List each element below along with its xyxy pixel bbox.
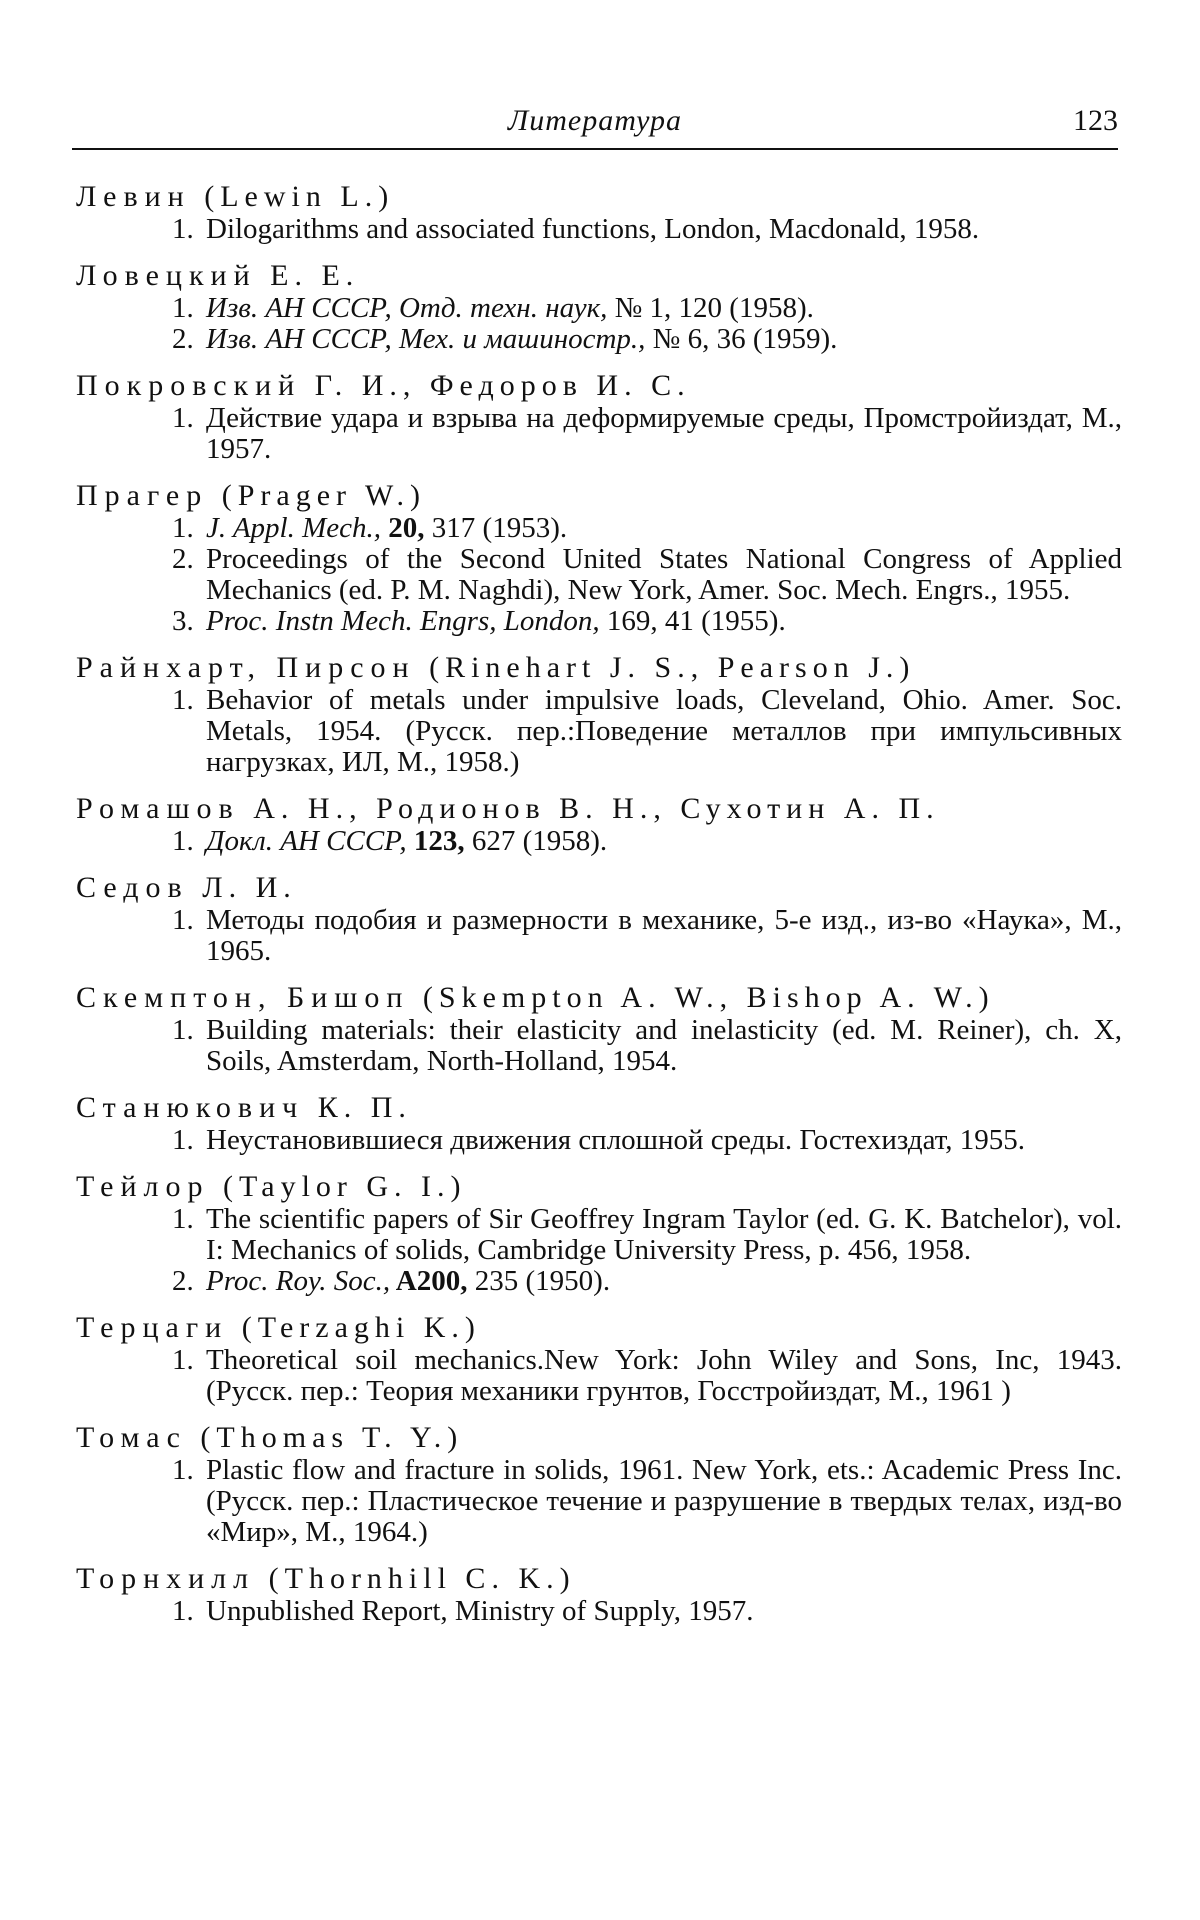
author-name: Седов <box>76 871 189 904</box>
item-number: 1. <box>172 402 194 434</box>
reference-entry <box>76 1170 1122 1297</box>
author-details: (Terzaghi K.) <box>228 1311 481 1344</box>
author-name: Станюкович <box>76 1091 305 1124</box>
reference-entry <box>76 369 1122 465</box>
reference-text: Unpublished Report, Ministry of Supply, 1957. <box>206 1595 754 1627</box>
reference-text: 317 (1953). <box>424 512 568 544</box>
reference-item <box>76 293 1122 324</box>
author-line <box>76 1170 1122 1204</box>
reference-entry <box>76 1562 1122 1627</box>
author-details: (Rinehart J. S., Pearson J.) <box>415 651 916 684</box>
reference-text: Plastic flow and fracture in solids, 1961. New York, ets.: Academic Press Inc. (Русск. пер.: Пластическое течение и разрушение в твердых телах, изд-во «Мир», М., 1964.) <box>206 1454 1122 1548</box>
author-name: Левин <box>76 180 191 213</box>
item-number: 3. <box>172 605 194 637</box>
author-details: К. П. <box>304 1091 412 1124</box>
volume-number: 123, <box>406 825 465 857</box>
reference-entry <box>76 1311 1122 1407</box>
author-name: Томас <box>76 1421 187 1454</box>
reference-item <box>76 214 1122 245</box>
item-number: 1. <box>172 904 194 936</box>
author-line <box>76 1421 1122 1455</box>
author-details: (Prager W.) <box>208 479 427 512</box>
volume-number: A200, <box>390 1265 468 1297</box>
reference-entry <box>76 1421 1122 1548</box>
journal-title: Proc. Roy. Soc., <box>206 1265 391 1297</box>
author-name: Ромашов <box>76 792 240 825</box>
journal-title: Изв. АН СССР, Мех. и машиностр., <box>206 323 646 355</box>
author-line <box>76 1562 1122 1596</box>
author-name: Райнхарт, Пирсон <box>76 651 416 684</box>
reference-item <box>76 1345 1122 1407</box>
reference-item <box>76 1015 1122 1077</box>
journal-title: Изв. АН СССР, Отд. техн. наук, <box>206 292 608 324</box>
reference-text: Dilogarithms and associated functions, London, Macdonald, 1958. <box>206 213 980 245</box>
item-number: 1. <box>172 1124 194 1156</box>
item-number: 1. <box>172 512 194 544</box>
item-number: 1. <box>172 1203 194 1235</box>
author-details: (Thomas T. Y.) <box>186 1421 464 1454</box>
page-number: 123 <box>1073 104 1118 137</box>
reference-text: 627 (1958). <box>464 825 608 857</box>
author-line <box>76 792 1122 826</box>
reference-text: Behavior of metals under impulsive loads, Cleveland, Ohio. Amer. Soc. Metals, 1954. (Русск. пер.:Поведение металлов при импульсивных нагрузках, ИЛ, М., 1958.) <box>206 684 1122 778</box>
reference-item <box>76 1596 1122 1627</box>
author-details: Л. И. <box>188 871 297 904</box>
reference-item <box>76 1125 1122 1156</box>
author-name: Покровский <box>76 369 302 402</box>
item-number: 2. <box>172 1265 194 1297</box>
author-line <box>76 1091 1122 1125</box>
item-number: 1. <box>172 292 194 324</box>
reference-item <box>76 544 1122 606</box>
author-name: Прагер <box>76 479 209 512</box>
author-details: (Skempton A. W., Bishop A. W.) <box>409 981 995 1014</box>
reference-text: Действие удара и взрыва на деформируемые среды, Промстройиздат, М., 1957. <box>206 402 1122 465</box>
journal-title: Докл. АН СССР, <box>206 825 407 857</box>
reference-text: 169, 41 (1955). <box>599 605 786 637</box>
volume-number: 20, <box>381 512 425 544</box>
reference-text: Методы подобия и размерности в механике, 5-е изд., из-во «Наука», М., 1965. <box>206 904 1122 967</box>
reference-item <box>76 826 1122 857</box>
journal-title: Proc. Instn Mech. Engrs, London, <box>206 605 600 637</box>
item-number: 2. <box>172 543 194 575</box>
reference-item <box>76 685 1122 778</box>
author-details: Е. Е. <box>256 259 360 292</box>
reference-text: Proceedings of the Second United States National Congress of Applied Mechanics (ed. P. M. Naghdi), New York, Amer. Soc. Mech. Engrs., 1955. <box>206 543 1122 606</box>
reference-text: № 1, 120 (1958). <box>607 292 814 324</box>
item-number: 1. <box>172 684 194 716</box>
reference-item <box>76 606 1122 637</box>
reference-text: Theoretical soil mechanics.New York: John Wiley and Sons, Inc, 1943. (Русск. пер.: Теория механики грунтов, Госстройиздат, М., 1961 ) <box>206 1344 1122 1407</box>
author-details: А. Н., Родионов В. Н., Сухотин А. П. <box>239 792 940 825</box>
author-line <box>76 871 1122 905</box>
reference-entry <box>76 1091 1122 1156</box>
author-name: Ловецкий <box>76 259 257 292</box>
reference-text: 235 (1950). <box>467 1265 611 1297</box>
item-number: 1. <box>172 825 194 857</box>
reference-item <box>76 513 1122 544</box>
reference-item <box>76 1204 1122 1266</box>
reference-entry <box>76 479 1122 637</box>
item-number: 1. <box>172 213 194 245</box>
reference-entry <box>76 259 1122 355</box>
reference-text: The scientific papers of Sir Geoffrey Ingram Taylor (ed. G. K. Batchelor), vol. I: Mechanics of solids, Cambridge University Press, p. 456, 1958. <box>206 1203 1122 1266</box>
item-number: 2. <box>172 323 194 355</box>
author-name: Торнхилл <box>76 1562 256 1595</box>
reference-list <box>76 180 1122 1641</box>
author-details: (Taylor G. I.) <box>209 1170 467 1203</box>
author-details: (Lewin L.) <box>190 180 395 213</box>
author-line <box>76 1311 1122 1345</box>
item-number: 1. <box>172 1454 194 1486</box>
reference-item <box>76 403 1122 465</box>
reference-text: Building materials: their elasticity and inelasticity (ed. M. Reiner), ch. X, Soils, Amsterdam, North-Holland, 1954. <box>206 1014 1122 1077</box>
reference-text: Неустановившиеся движения сплошной среды. Гостехиздат, 1955. <box>206 1124 1025 1156</box>
reference-text: № 6, 36 (1959). <box>645 323 838 355</box>
reference-entry <box>76 981 1122 1077</box>
page-header <box>72 100 1118 150</box>
reference-item <box>76 324 1122 355</box>
reference-entry <box>76 792 1122 857</box>
reference-item <box>76 905 1122 967</box>
reference-item <box>76 1455 1122 1548</box>
author-name: Скемптон, Бишоп <box>76 981 410 1014</box>
item-number: 1. <box>172 1344 194 1376</box>
reference-item <box>76 1266 1122 1297</box>
author-line <box>76 981 1122 1015</box>
running-title: Литература <box>507 104 683 137</box>
reference-entry <box>76 871 1122 967</box>
journal-title: J. Appl. Mech., <box>206 512 382 544</box>
author-name: Терцаги <box>76 1311 229 1344</box>
author-line <box>76 259 1122 293</box>
author-line <box>76 651 1122 685</box>
author-details: Г. И., Федоров И. С. <box>301 369 691 402</box>
item-number: 1. <box>172 1595 194 1627</box>
item-number: 1. <box>172 1014 194 1046</box>
reference-entry <box>76 651 1122 778</box>
reference-entry <box>76 180 1122 245</box>
author-name: Тейлор <box>76 1170 210 1203</box>
author-line <box>76 369 1122 403</box>
author-line <box>76 479 1122 513</box>
author-details: (Thornhill C. K.) <box>255 1562 576 1595</box>
author-line <box>76 180 1122 214</box>
